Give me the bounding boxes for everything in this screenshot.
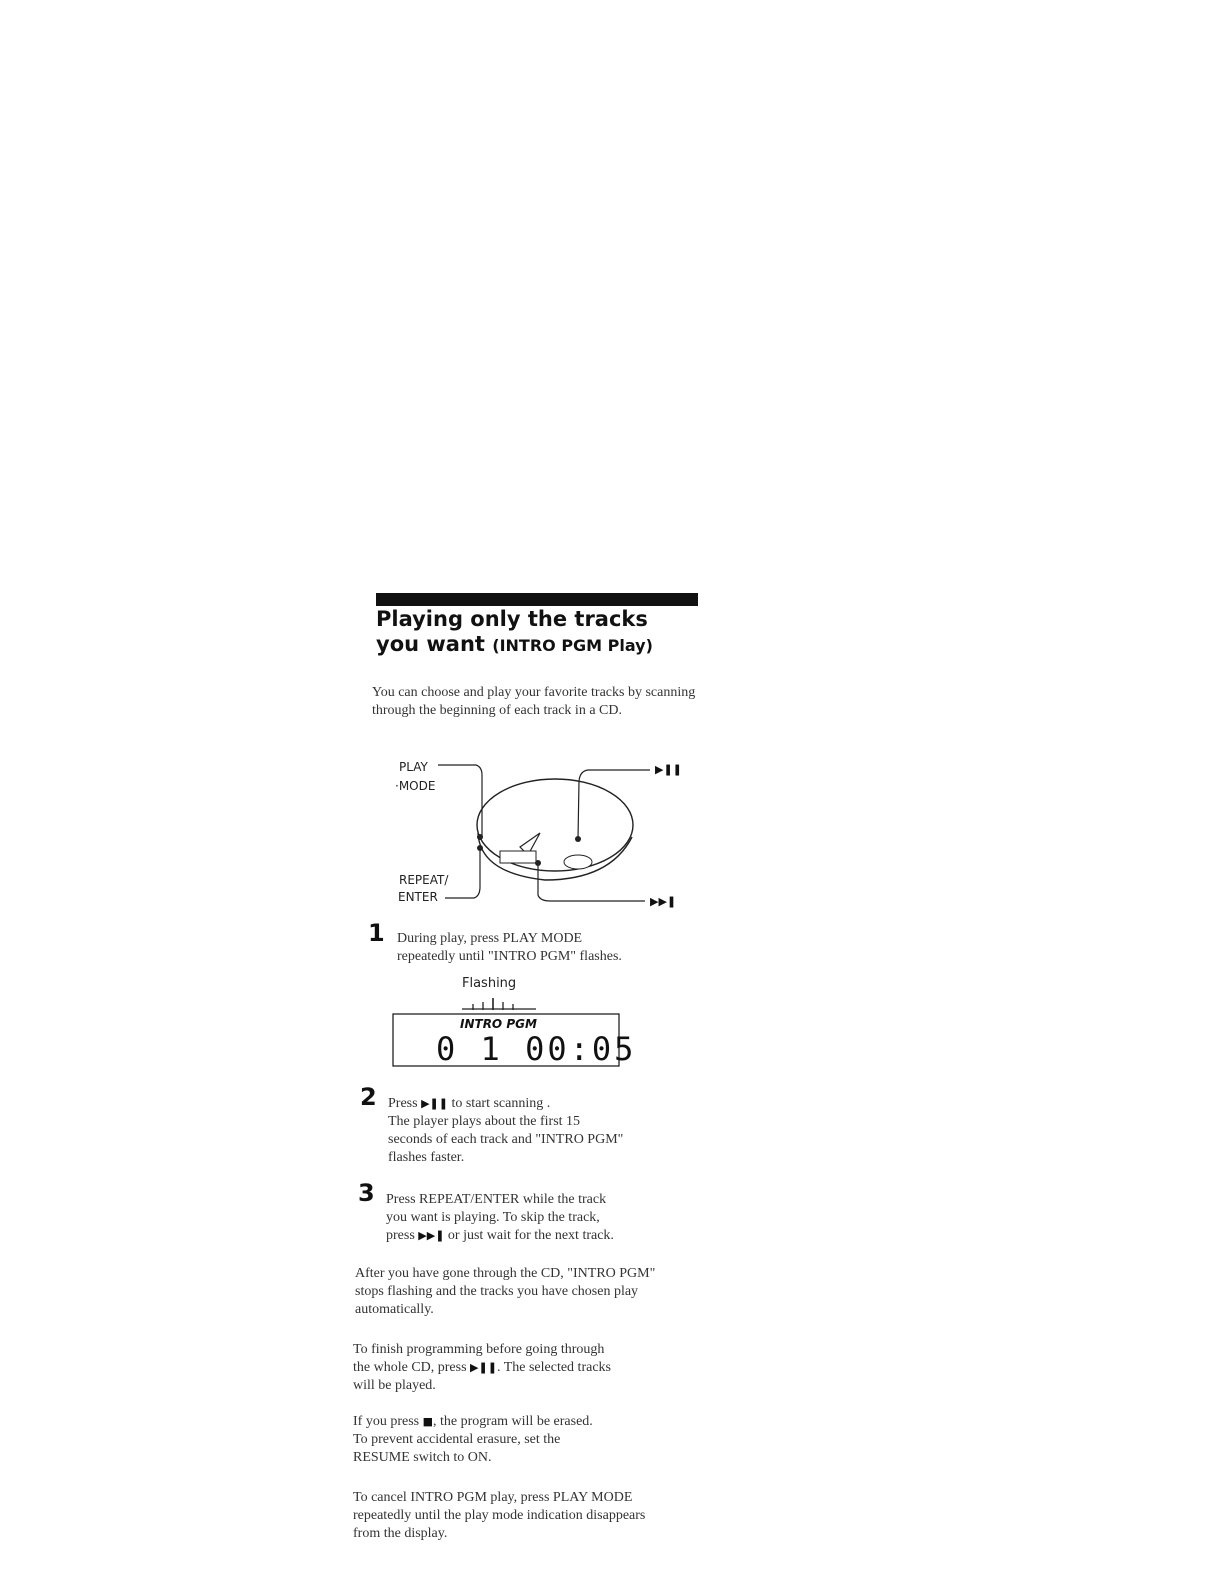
play-mode-leader: [438, 765, 482, 837]
step-2-line-2: The player plays about the first 15: [388, 1114, 581, 1129]
step-2-start: to start scanning .: [451, 1096, 551, 1111]
stop-line-1: [353, 1413, 683, 1431]
step-3-text: [386, 1191, 696, 1245]
step-3-line-1: Press REPEAT/ENTER while the track: [386, 1192, 607, 1207]
step-3-wait: or just wait for the next track.: [447, 1228, 614, 1243]
step-1-line-1: During play, press PLAY MODE: [397, 931, 583, 946]
stop-paragraph: [353, 1413, 683, 1467]
lcd-time-text: 0 1 00:05: [436, 1030, 637, 1068]
stop-line-3: RESUME switch to ON.: [353, 1450, 492, 1465]
heading-rule: [376, 593, 698, 606]
player-lcd-shape: [500, 851, 536, 863]
step-1-number: 1: [368, 919, 385, 947]
play-pause-icon: ▶❚❚: [655, 763, 682, 776]
step-3-press: press: [386, 1228, 415, 1243]
flashing-label: Flashing: [462, 976, 517, 991]
heading-main: you want: [376, 632, 485, 656]
section-heading: [376, 607, 716, 658]
lcd-mode-text: INTRO PGM: [460, 1017, 537, 1031]
heading-sub: (INTRO PGM Play): [492, 636, 653, 655]
step-3-line-2: you want is playing. To skip the track,: [386, 1210, 600, 1225]
after-paragraph: After you have gone through the CD, "INTRO PGM" stops flashing and the tracks you have chosen play automatically.: [355, 1266, 656, 1317]
finish-line-2: [353, 1359, 683, 1377]
stop-press: If you press: [353, 1414, 420, 1429]
finish-line-1: To finish programming before going through: [353, 1342, 605, 1357]
intro-paragraph: You can choose and play your favorite tracks by scanning through the beginning of each track in a CD.: [372, 685, 696, 718]
finish-selected: . The selected tracks: [496, 1360, 611, 1375]
label-enter: ENTER: [398, 890, 438, 904]
step-2-line-3: seconds of each track and "INTRO PGM": [388, 1132, 624, 1147]
step-3-line-3: [386, 1227, 696, 1245]
step-2-line-1: [388, 1095, 698, 1113]
play-pause-icon: ▶❚❚: [470, 1361, 497, 1374]
step-2-press: Press: [388, 1096, 418, 1111]
stop-icon: ■: [422, 1415, 434, 1428]
finish-paragraph: [353, 1341, 683, 1395]
cancel-paragraph: To cancel INTRO PGM play, press PLAY MODE repeatedly until the play mode indication disappears from the display.: [353, 1490, 646, 1541]
repeat-leader: [445, 848, 480, 898]
step-3-number: 3: [358, 1179, 375, 1207]
label-play: PLAY: [399, 760, 428, 774]
play-pause-icon: ▶❚❚: [421, 1097, 448, 1110]
finish-press: the whole CD, press: [353, 1360, 467, 1375]
next-track-icon: ▶▶❚: [650, 895, 677, 908]
step-2-text: [388, 1095, 698, 1167]
step-2-line-4: flashes faster.: [388, 1150, 465, 1165]
player-jog-shape: [564, 855, 592, 869]
label-mode: ·MODE: [395, 779, 436, 793]
step-1-text: [397, 930, 697, 966]
stop-line-2: To prevent accidental erasure, set the: [353, 1432, 561, 1447]
stop-erased: , the program will be erased.: [433, 1414, 593, 1429]
heading-line-1: Playing only the tracks: [376, 607, 648, 631]
finish-line-3: will be played.: [353, 1378, 436, 1393]
next-track-icon: ▶▶❚: [418, 1229, 445, 1242]
step-1-line-2: repeatedly until "INTRO PGM" flashes.: [397, 949, 622, 964]
step-2-number: 2: [360, 1083, 377, 1111]
label-repeat: REPEAT/: [399, 873, 449, 887]
heading-line-2: [376, 632, 716, 658]
